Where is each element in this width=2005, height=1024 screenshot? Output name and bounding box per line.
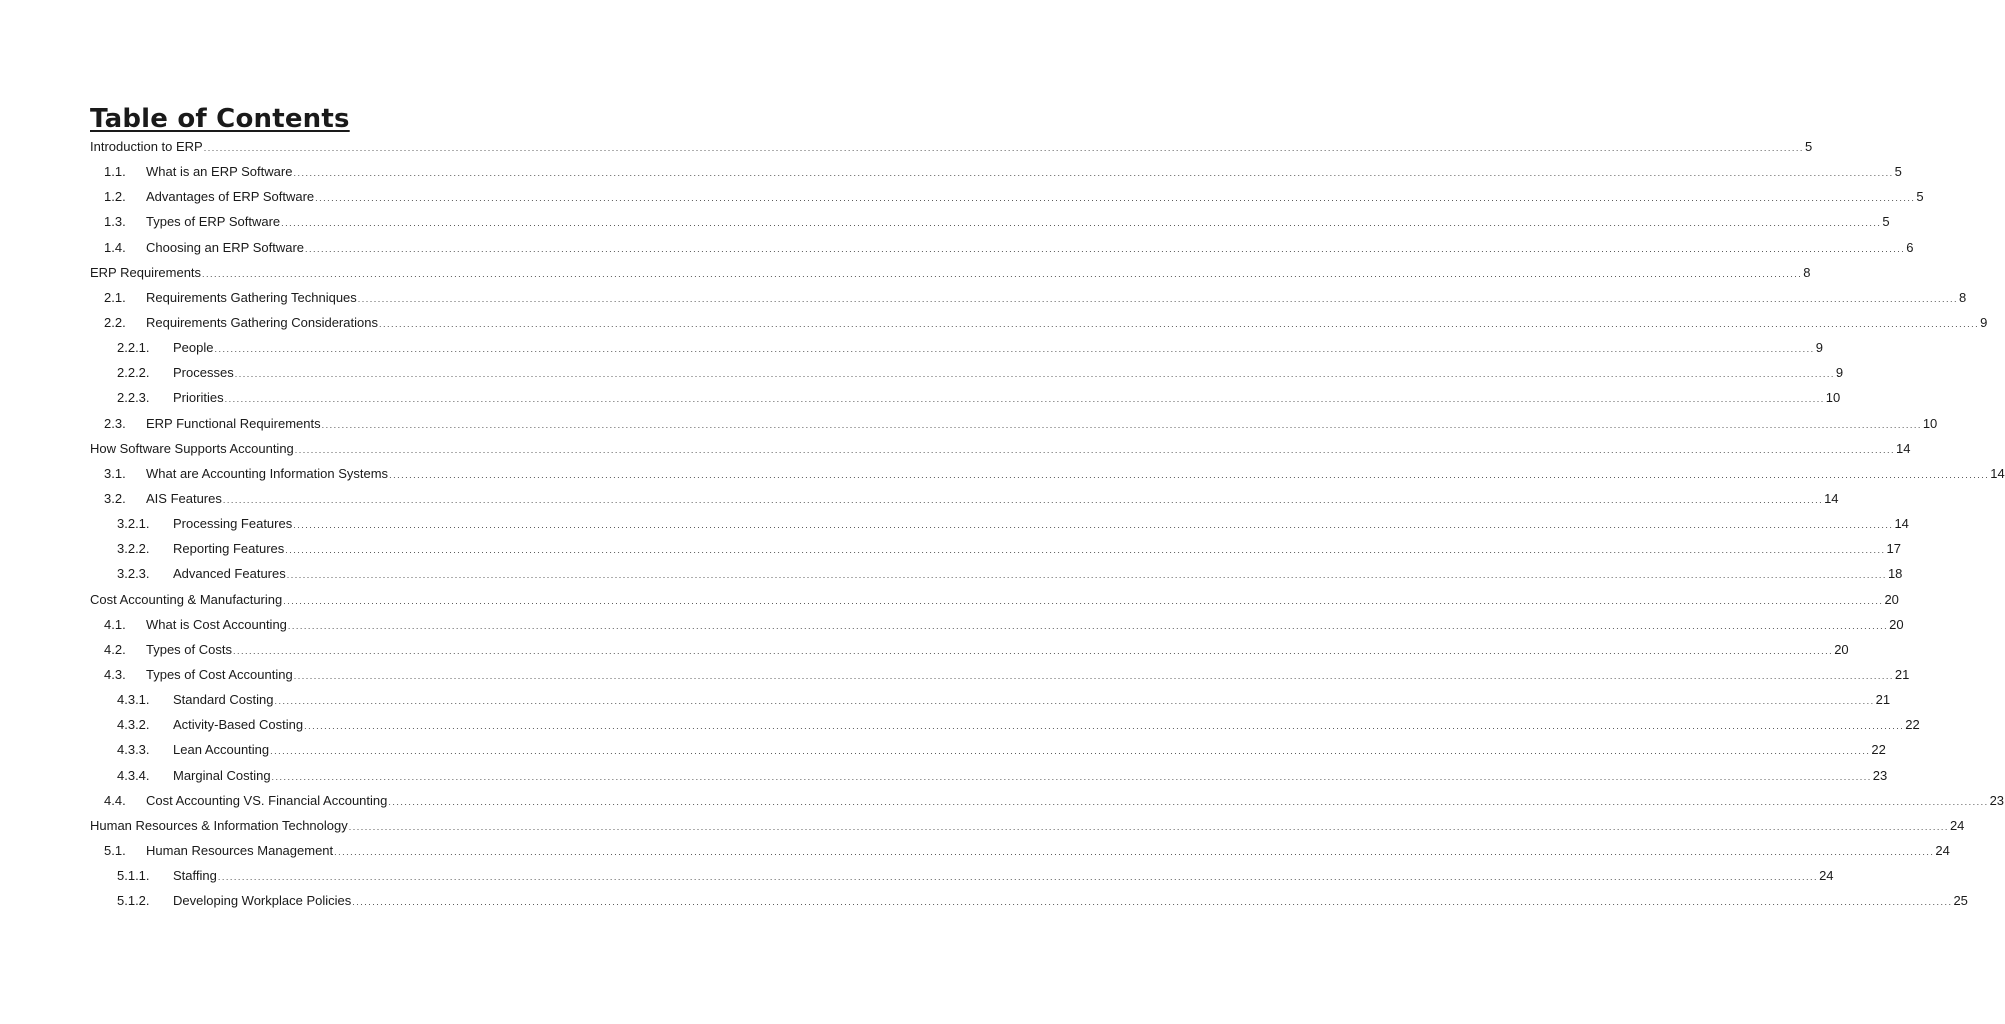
toc-entry-number: 4.3.1. — [117, 692, 150, 708]
toc-entry-page-number: 22 — [1871, 742, 1886, 758]
toc-entry-page-number: 24 — [1819, 868, 1834, 884]
toc-entry-title: Advantages of ERP Software — [146, 189, 315, 205]
toc-entry[interactable] — [90, 888, 1968, 913]
toc-entry[interactable] — [90, 159, 1902, 184]
toc-entry-number: 5.1. — [104, 842, 126, 858]
toc-entry[interactable] — [90, 511, 1909, 536]
toc-leader-dots: ................................................................................................................................................................................................................................................................................................................................................................................................................ — [287, 620, 1889, 631]
toc-entry-page-number: 17 — [1886, 541, 1901, 557]
toc-entry[interactable] — [90, 612, 1904, 637]
toc-leader-dots: ................................................................................................................................................................................................................................................................................................................................................................................................................ — [202, 268, 1803, 279]
toc-entry-title: What is Cost Accounting — [146, 616, 287, 632]
toc-entry-page-number: 14 — [1895, 440, 1911, 456]
toc-entry[interactable] — [90, 436, 1911, 461]
toc-entry-page-number: 5 — [1804, 139, 1813, 154]
toc-entry-title: Cost Accounting & Manufacturing — [90, 591, 283, 607]
toc-leader-dots: ................................................................................................................................................................................................................................................................................................................................................................................................................ — [315, 193, 1916, 204]
toc-leader-dots: ................................................................................................................................................................................................................................................................................................................................................................................................................ — [283, 595, 1884, 606]
toc-entry-title: Advanced Features — [173, 566, 286, 582]
toc-entry[interactable] — [90, 561, 1903, 586]
toc-entry-page-number: 22 — [1905, 717, 1920, 733]
toc-entry-title: Types of Costs — [146, 641, 232, 657]
toc-entry[interactable] — [90, 285, 1967, 310]
toc-entry-title: Cost Accounting VS. Financial Accounting — [146, 792, 388, 808]
toc-entry-number: 3.2.2. — [117, 541, 150, 557]
toc-entry-page-number: 6 — [1906, 239, 1914, 255]
toc-leader-dots: ................................................................................................................................................................................................................................................................................................................................................................................................................ — [224, 394, 1825, 405]
toc-leader-dots: ................................................................................................................................................................................................................................................................................................................................................................................................................ — [286, 570, 1887, 581]
toc-entry[interactable] — [90, 260, 1811, 285]
toc-entry-title: Types of ERP Software — [146, 214, 281, 230]
toc-leader-dots: ................................................................................................................................................................................................................................................................................................................................................................................................................ — [214, 344, 1815, 355]
toc-entry-number: 4.4. — [104, 792, 126, 808]
toc-entry-page-number: 23 — [1989, 792, 2005, 808]
toc-leader-dots: ................................................................................................................................................................................................................................................................................................................................................................................................................ — [293, 520, 1894, 531]
toc-entry-title: Activity-Based Costing — [173, 717, 304, 733]
toc-entry[interactable] — [90, 712, 1920, 737]
toc-entry-page-number: 23 — [1872, 767, 1888, 783]
toc-entry-title: Processing Features — [173, 516, 293, 532]
toc-entry-title: What are Accounting Information Systems — [146, 465, 389, 481]
toc-entry-page-number: 9 — [1835, 365, 1844, 381]
toc-entry-page-number: 5 — [1894, 164, 1902, 180]
toc-list — [90, 134, 2005, 913]
toc-entry-number: 2.2.3. — [117, 390, 150, 406]
toc-entry-page-number: 14 — [1990, 465, 2005, 481]
toc-entry-title: Processes — [173, 365, 234, 381]
toc-entry-number: 2.2.1. — [117, 340, 150, 356]
toc-entry-page-number: 8 — [1803, 264, 1811, 280]
toc-leader-dots: ................................................................................................................................................................................................................................................................................................................................................................................................................ — [271, 771, 1872, 782]
toc-entry[interactable] — [90, 587, 1899, 612]
toc-entry-title: Marginal Costing — [173, 767, 271, 783]
toc-entry-number: 2.2.2. — [117, 365, 150, 381]
toc-entry[interactable] — [90, 209, 1890, 234]
toc-leader-dots: ................................................................................................................................................................................................................................................................................................................................................................................................................ — [378, 318, 1980, 329]
toc-entry-title: What is an ERP Software — [146, 164, 293, 180]
toc-entry-number: 4.3.2. — [117, 717, 150, 733]
toc-entry[interactable] — [90, 687, 1891, 712]
toc-leader-dots: ................................................................................................................................................................................................................................................................................................................................................................................................................ — [274, 696, 1875, 707]
toc-entry-page-number: 14 — [1894, 516, 1909, 532]
toc-leader-dots: ................................................................................................................................................................................................................................................................................................................................................................................................................ — [293, 670, 1894, 681]
toc-entry-title: Reporting Features — [173, 541, 285, 557]
toc-entry[interactable] — [90, 536, 1901, 561]
toc-entry-page-number: 20 — [1884, 591, 1899, 607]
toc-entry-number: 1.4. — [104, 239, 126, 255]
toc-entry[interactable] — [90, 863, 1834, 888]
toc-entry-number: 1.3. — [104, 214, 126, 230]
toc-entry-page-number: 9 — [1980, 314, 1988, 330]
toc-leader-dots: ................................................................................................................................................................................................................................................................................................................................................................................................................ — [294, 444, 1895, 455]
toc-entry-number: 4.1. — [104, 616, 126, 632]
toc-entry-number: 5.1.1. — [117, 868, 150, 884]
toc-entry[interactable] — [90, 184, 1924, 209]
toc-entry[interactable] — [90, 813, 1965, 838]
toc-entry-title: Requirements Gathering Considerations — [146, 314, 378, 330]
toc-entry-title: Standard Costing — [173, 692, 274, 708]
toc-entry[interactable] — [90, 788, 2005, 813]
toc-entry-title: Lean Accounting — [173, 742, 270, 758]
toc-leader-dots: ................................................................................................................................................................................................................................................................................................................................................................................................................ — [389, 469, 1990, 480]
toc-leader-dots: ................................................................................................................................................................................................................................................................................................................................................................................................................ — [281, 218, 1882, 229]
toc-entry[interactable] — [90, 310, 1988, 335]
toc-leader-dots: ................................................................................................................................................................................................................................................................................................................................................................................................................ — [203, 143, 1804, 153]
toc-entry[interactable] — [90, 737, 1886, 762]
toc-entry-page-number: 9 — [1815, 340, 1823, 356]
toc-leader-dots: ................................................................................................................................................................................................................................................................................................................................................................................................................ — [388, 796, 1989, 807]
toc-entry[interactable] — [90, 662, 1910, 687]
toc-entry[interactable] — [90, 134, 1813, 159]
toc-entry-title: How Software Supports Accounting — [90, 440, 294, 456]
toc-title: Table of Contents — [90, 104, 350, 134]
toc-entry-page-number: 24 — [1949, 817, 1965, 833]
toc-entry-page-number: 21 — [1875, 692, 1891, 708]
toc-entry[interactable] — [90, 235, 1914, 260]
toc-entry-number: 1.1. — [104, 164, 126, 180]
toc-leader-dots: ................................................................................................................................................................................................................................................................................................................................................................................................................ — [348, 821, 1949, 832]
toc-entry[interactable] — [90, 335, 1823, 360]
toc-entry[interactable] — [90, 411, 1938, 436]
toc-entry[interactable] — [90, 461, 2005, 486]
toc-entry[interactable] — [90, 486, 1839, 511]
toc-entry[interactable] — [90, 838, 1950, 863]
toc-entry-title: Human Resources Management — [146, 842, 334, 858]
toc-entry-number: 2.3. — [104, 415, 126, 431]
toc-entry-title: ERP Requirements — [90, 264, 202, 280]
toc-entry-page-number: 21 — [1894, 666, 1910, 682]
toc-entry-page-number: 20 — [1889, 616, 1904, 632]
toc-entry-number: 3.2.1. — [117, 516, 150, 532]
toc-entry-number: 3.2. — [104, 490, 126, 506]
toc-entry-title: Priorities — [173, 390, 224, 406]
toc-leader-dots: ................................................................................................................................................................................................................................................................................................................................................................................................................ — [293, 168, 1894, 179]
toc-leader-dots: ................................................................................................................................................................................................................................................................................................................................................................................................................ — [305, 243, 1906, 254]
toc-leader-dots: ................................................................................................................................................................................................................................................................................................................................................................................................................ — [352, 897, 1953, 908]
toc-entry-number: 2.1. — [104, 289, 126, 305]
toc-leader-dots: ................................................................................................................................................................................................................................................................................................................................................................................................................ — [321, 419, 1922, 430]
toc-entry-title: Staffing — [173, 868, 217, 884]
toc-entry-number: 5.1.2. — [117, 893, 150, 909]
toc-entry-number: 3.2.3. — [117, 566, 150, 582]
toc-leader-dots: ................................................................................................................................................................................................................................................................................................................................................................................................................ — [234, 369, 1835, 380]
toc-leader-dots: ................................................................................................................................................................................................................................................................................................................................................................................................................ — [334, 846, 1935, 857]
toc-entry-title: People — [173, 340, 214, 356]
toc-entry-number: 4.3. — [104, 666, 126, 682]
toc-entry-page-number: 5 — [1882, 214, 1890, 230]
toc-entry-title: Introduction to ERP — [90, 139, 203, 154]
toc-entry-page-number: 24 — [1935, 842, 1950, 858]
toc-leader-dots: ................................................................................................................................................................................................................................................................................................................................................................................................................ — [357, 293, 1958, 304]
toc-entry-title: ERP Functional Requirements — [146, 415, 321, 431]
toc-entry-page-number: 5 — [1916, 189, 1924, 205]
toc-leader-dots: ................................................................................................................................................................................................................................................................................................................................................................................................................ — [222, 494, 1824, 505]
toc-leader-dots: ................................................................................................................................................................................................................................................................................................................................................................................................................ — [217, 872, 1819, 883]
toc-entry-page-number: 8 — [1958, 289, 1967, 305]
toc-entry-title: Developing Workplace Policies — [173, 893, 352, 909]
toc-entry-title: Human Resources & Information Technology — [90, 817, 348, 833]
toc-entry-page-number: 25 — [1953, 893, 1968, 909]
toc-entry[interactable] — [90, 360, 1844, 385]
toc-entry-title: Requirements Gathering Techniques — [146, 289, 357, 305]
toc-entry[interactable] — [90, 637, 1849, 662]
toc-entry-number: 4.2. — [104, 641, 126, 657]
toc-entry[interactable] — [90, 385, 1841, 410]
toc-entry[interactable] — [90, 763, 1888, 788]
toc-entry-page-number: 20 — [1834, 641, 1849, 657]
toc-entry-number: 4.3.4. — [117, 767, 150, 783]
toc-entry-page-number: 18 — [1887, 566, 1903, 582]
toc-leader-dots: ................................................................................................................................................................................................................................................................................................................................................................................................................ — [232, 645, 1834, 656]
toc-entry-page-number: 10 — [1922, 415, 1938, 431]
toc-entry-title: Choosing an ERP Software — [146, 239, 305, 255]
toc-entry-page-number: 14 — [1824, 490, 1839, 506]
toc-entry-number: 4.3.3. — [117, 742, 150, 758]
toc-leader-dots: ................................................................................................................................................................................................................................................................................................................................................................................................................ — [285, 545, 1886, 556]
toc-leader-dots: ................................................................................................................................................................................................................................................................................................................................................................................................................ — [304, 721, 1905, 732]
toc-entry-page-number: 10 — [1825, 390, 1841, 406]
toc-entry-title: Types of Cost Accounting — [146, 666, 293, 682]
toc-leader-dots: ................................................................................................................................................................................................................................................................................................................................................................................................................ — [270, 746, 1871, 757]
toc-entry-title: AIS Features — [146, 490, 222, 506]
toc-entry-number: 2.2. — [104, 314, 126, 330]
toc-entry-number: 3.1. — [104, 465, 126, 481]
toc-entry-number: 1.2. — [104, 189, 126, 205]
